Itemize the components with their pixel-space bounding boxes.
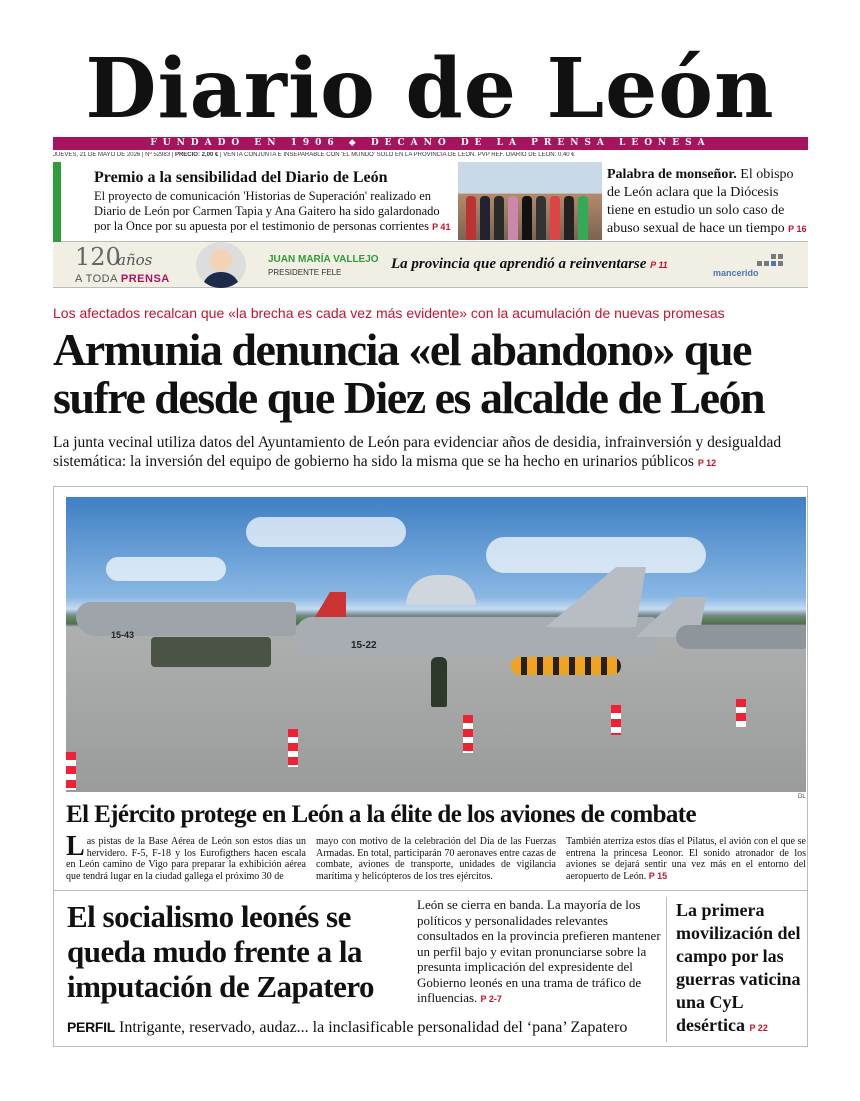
promo-bishop[interactable]	[607, 166, 808, 238]
promo-award[interactable]	[53, 162, 453, 242]
promo-award-text: El proyecto de comunicación 'Historias de Superación' realizado en Diario de León por Carmen Tapia y Ana Gaitero ha sido galardonado por la Once por su apuesta por el testimonio de personas corrientes P 41	[94, 189, 451, 233]
masthead	[0, 40, 860, 138]
perfil-label: PERFIL	[67, 1019, 115, 1035]
sponsor-logo: mancerido	[711, 252, 791, 280]
newspaper-logo[interactable]: Diario de León	[85, 41, 775, 137]
promo-award-title: Premio a la sensibilidad del Diario de León	[94, 169, 388, 186]
page-ref: P 12	[697, 458, 717, 468]
lead-kicker: Los afectados recalcan que «la brecha es cada vez más evidente» con la acumulación de nuevas promesas	[53, 305, 725, 321]
jet-code: 15-43	[111, 630, 135, 640]
promo-bishop-text: El obispo de León aclara que la Diócesis tiene en estudio un solo caso de abuso sexual de hace un tiempo	[607, 167, 794, 236]
lead-deck: La junta vecinal utiliza datos del Ayuntamiento de León para evidenciar años de desidia, infrainversión y desigualdad sistemática: la inversión del equipo de gobierno ha sido la misma que se ha hecho en urinarios públicos P 12	[53, 434, 782, 470]
page-ref: P 15	[648, 870, 668, 881]
award-photo	[458, 162, 602, 240]
story-column-3: También aterriza estos días el Pilatus, el avión con el que se entrena la princesa Leonor. El sonido atronador de los aviones se dejará sentir una vez más en el entorno del aeropuerto de León. P 15	[566, 836, 806, 882]
photo-story-headline[interactable]: El Ejército protege en León a la élite de los aviones de combate	[66, 801, 697, 828]
perfil-text: Intrigante, reservado, audaz... la inclasificable personalidad del ‘pana’ Zapatero	[118, 1019, 628, 1036]
lead-headline[interactable]: Armunia denuncia «el abandono» que sufre desde que Diez es alcalde de León	[53, 324, 765, 423]
avatar	[196, 242, 246, 288]
fighter-jets-photo[interactable]	[66, 497, 806, 792]
drop-cap: L	[66, 831, 85, 862]
interviewee-role: PRESIDENTE FELE	[268, 268, 342, 277]
jet-code: 15-22	[351, 640, 377, 651]
page-ref: P 2-7	[480, 994, 502, 1004]
page-ref: P 41	[432, 222, 451, 232]
issue-price: PRECIO: 2,00 €	[174, 152, 219, 158]
issue-number: Nº 52983	[145, 152, 171, 158]
story-column-1: Las pistas de la Base Aérea de León son estos días un hervidero. F-5, F-18 y los Eurofigthers hacen escala en León camino de Vigo para preparar la exhibición aérea que tendrá lugar en la ciudad gallega el próximo 30 de	[66, 831, 306, 882]
dateline: JUEVES, 21 DE MAYO DE 2026 | Nº 52983 | PRECIO: 2,00 € | VENTA CONJUNTA E INSEPARABLE CON 'EL MUNDO' SÓLO EN LA PROVINCIA DE LEÓN. PVP REF. DIARIO DE LEÓN: 0,40 €	[53, 152, 575, 158]
zapatero-headline[interactable]: El socialismo leonés se queda mudo frente a la imputación de Zapatero	[67, 899, 375, 1004]
promo-bishop-lead: Palabra de monseñor.	[607, 167, 737, 182]
promo-strip	[53, 162, 808, 242]
photo-credit: DL	[798, 794, 806, 800]
page-ref: P 22	[749, 1023, 768, 1033]
interviewee-name: JUAN MARÍA VALLEJO	[268, 254, 379, 265]
story-column-2: mayo con motivo de la celebración del Día de las Fuerzas Armadas. En total, participarán 70 aeronaves entre cazas de combate, aviones de transporte, unidades de vigilancia marítima y helicópteros de los tres ejércitos.	[316, 836, 556, 882]
page-ref: P 11	[650, 260, 668, 270]
band-headline: La provincia que aprendió a reinventarse P 11	[391, 256, 668, 272]
page-ref: P 16	[788, 224, 807, 234]
campo-headline[interactable]: La primera movilización del campo por las guerras vaticina una CyL desértica P 22	[676, 900, 801, 1035]
zapatero-summary: León se cierra en banda. La mayoría de los políticos y personalidades relevantes consultados en la provincia prefieren mantener un perfil bajo y evitan pronunciarse sobre la presunta implicación del expresidente del Gobierno leonés en una trama de tráfico de influencias. P 2-7	[417, 897, 661, 1005]
issue-date: JUEVES, 21 DE MAYO DE 2026	[53, 152, 141, 158]
perfil-teaser[interactable]	[67, 1019, 667, 1037]
anniversary-band[interactable]	[53, 242, 808, 288]
sale-note: VENTA CONJUNTA E INSEPARABLE CON 'EL MUNDO' SÓLO EN LA PROVINCIA DE LEÓN. PVP REF. DIARIO DE LEÓN: 0,40 €	[223, 152, 575, 158]
anniversary-logo: 120 años A TODA PRENSA	[75, 243, 170, 285]
bottom-block	[53, 890, 808, 1047]
masthead-tagline: FUNDADO EN 1906 ◆ DECANO DE LA PRENSA LEONESA	[53, 137, 808, 150]
